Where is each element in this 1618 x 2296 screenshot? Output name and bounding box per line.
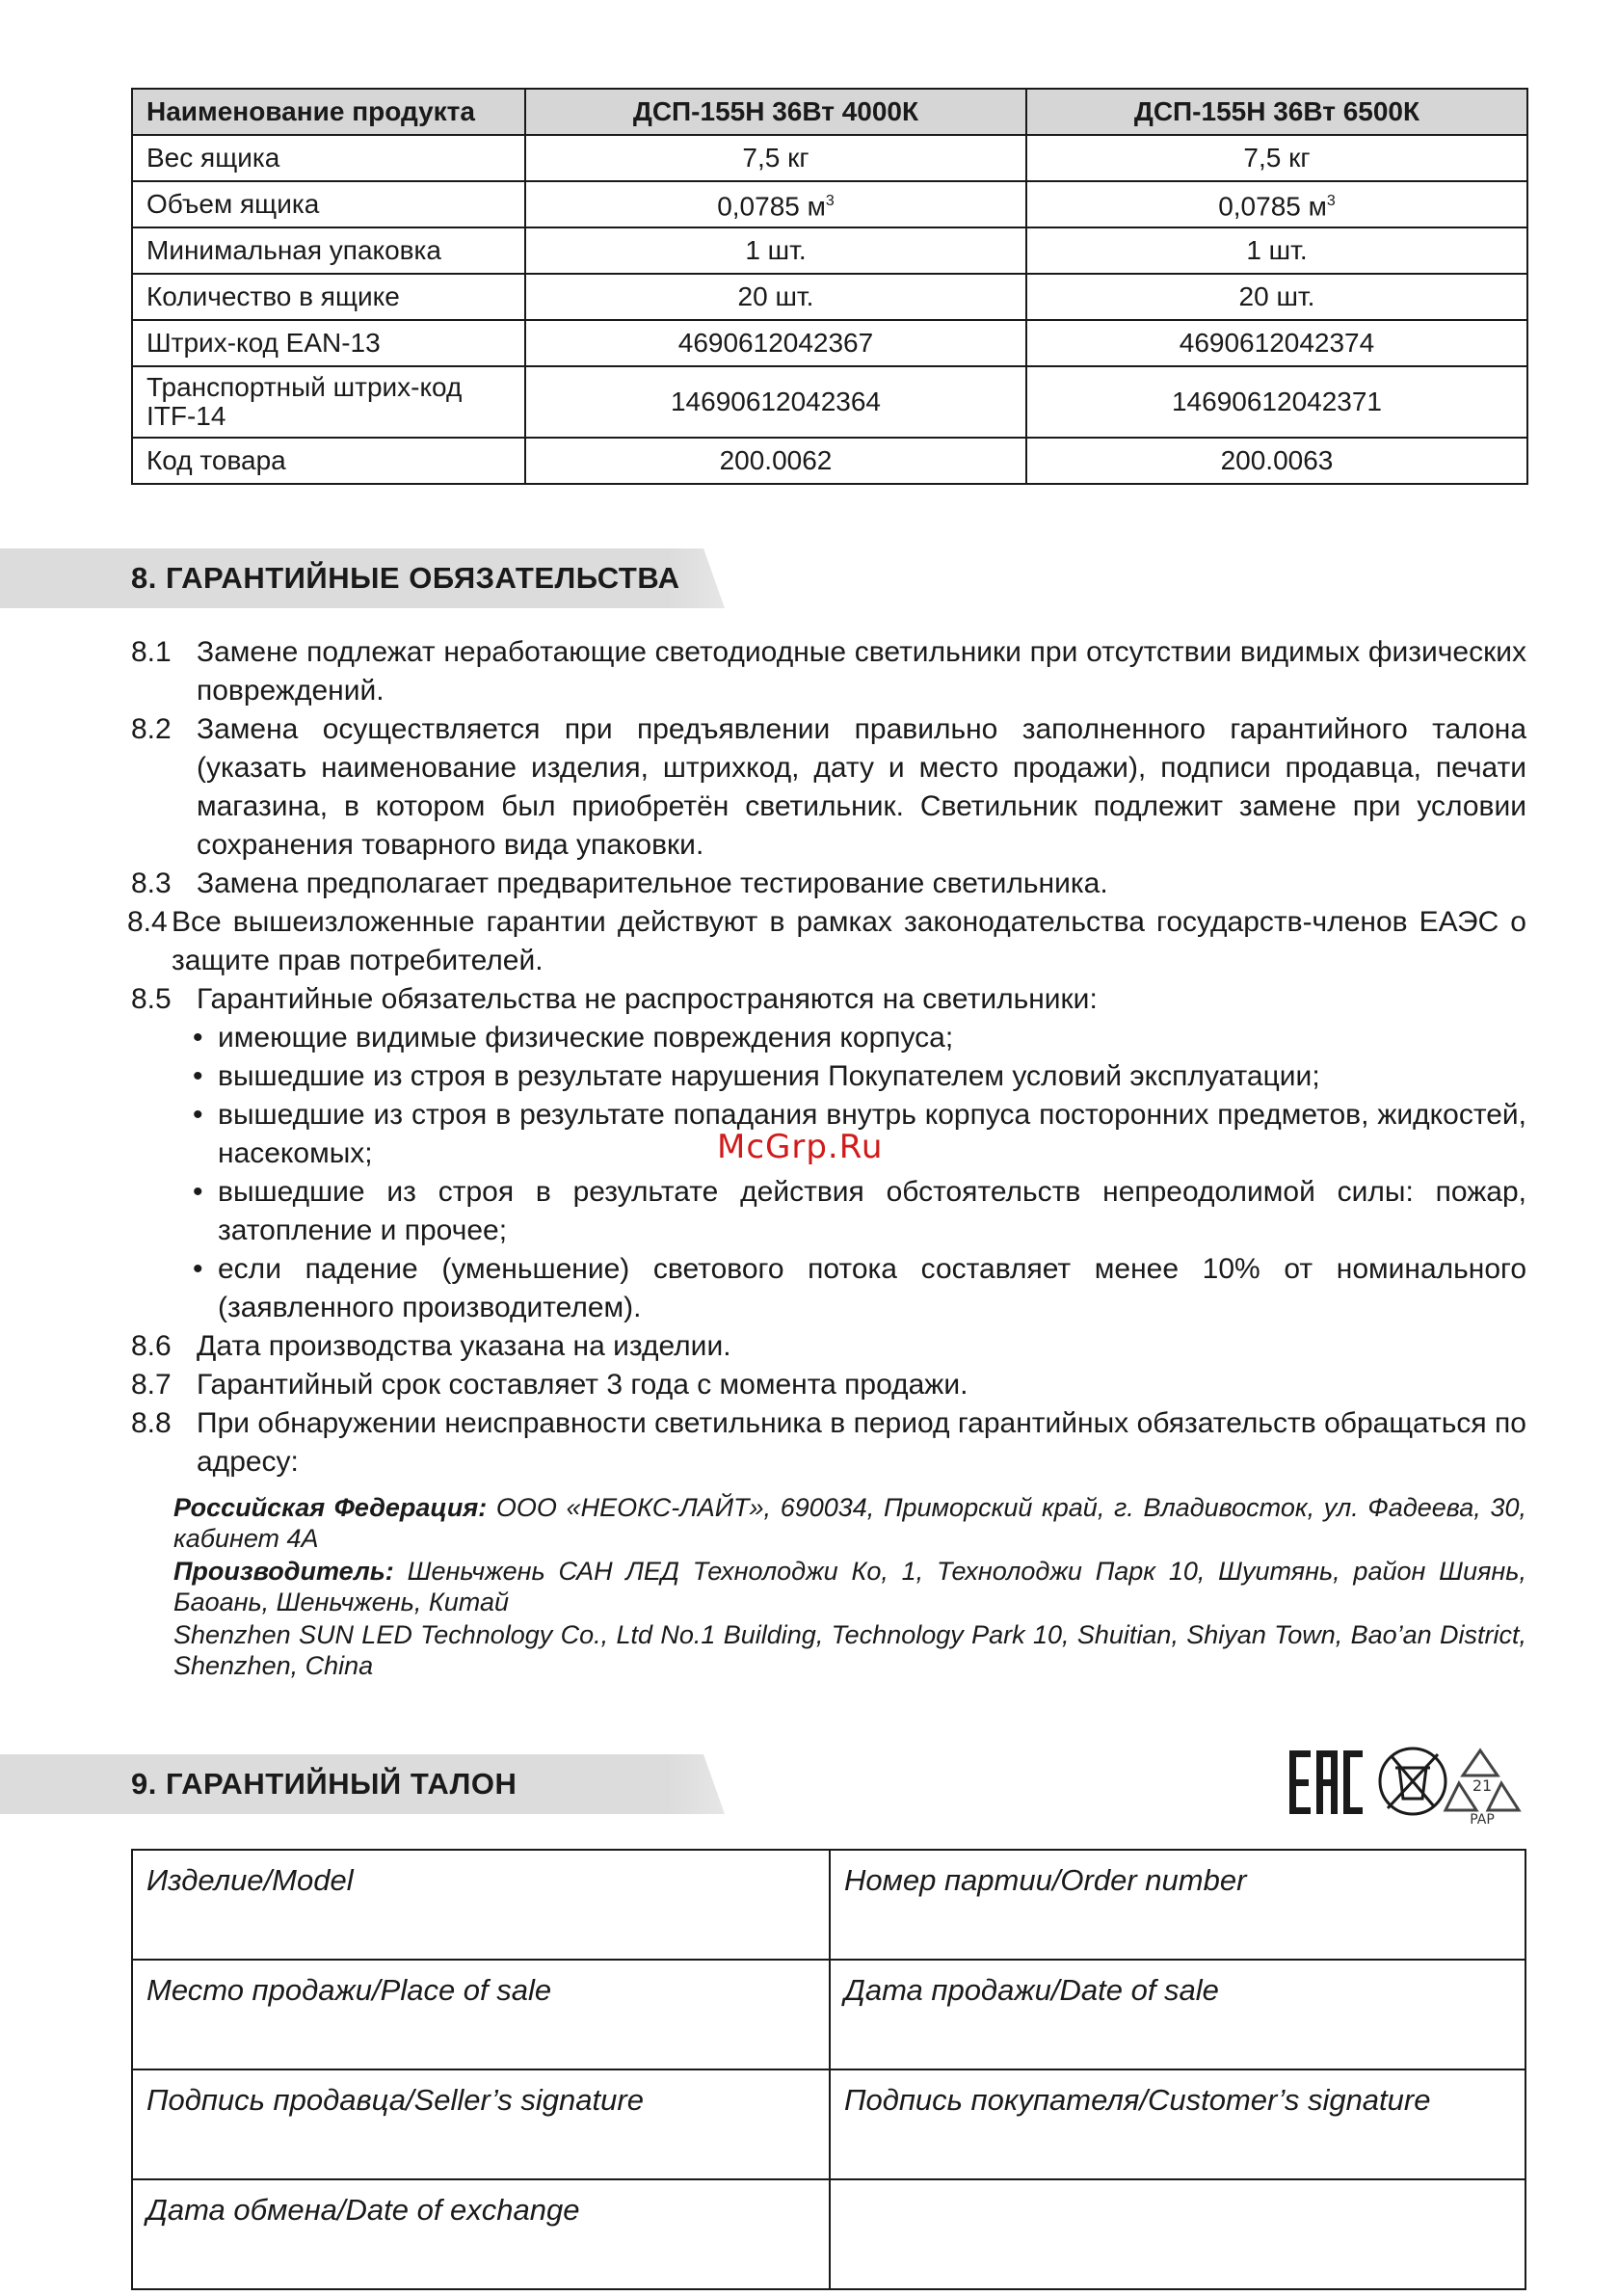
spec-header-row: [132, 89, 1527, 135]
spec-label: Транспортный штрих-код: [146, 372, 463, 402]
watermark-text: McGrp.Ru: [717, 1128, 884, 1166]
spec-value: 14690612042364: [525, 366, 1026, 438]
spec-value: 200.0063: [1026, 438, 1527, 484]
spec-row: [132, 181, 1527, 227]
spec-row: [132, 227, 1527, 274]
bullet-symbol: •: [193, 1253, 203, 1285]
bullet-item: [131, 1250, 1526, 1327]
spec-label: Код товара: [132, 438, 525, 484]
spec-value: 1 шт.: [525, 227, 1026, 274]
item-text: Гарантийные обязательства не распространяются на светильники:: [197, 983, 1098, 1015]
spec-label: ITF-14: [146, 401, 226, 431]
warranty-field: Номер партии/Order number: [830, 1850, 1525, 1960]
item-number: 8.5: [131, 983, 172, 1015]
list-item: [131, 1327, 1526, 1366]
spec-row: [132, 366, 1527, 438]
product-spec-table: [131, 88, 1528, 485]
warranty-field-empty: [830, 2179, 1525, 2289]
spec-value-cell: [525, 181, 1026, 227]
item-text: Дата производства указана на изделии.: [197, 1330, 731, 1362]
recycle-code: PAP: [1470, 1812, 1495, 1826]
item-text: Замене подлежат неработающие светодиодные светильники при отсутствии видимых физических повреждений.: [197, 636, 1526, 707]
rf-label: Российская Федерация:: [173, 1493, 488, 1522]
bullet-symbol: •: [193, 1022, 203, 1054]
spec-label: Объем ящика: [132, 181, 525, 227]
spec-header-cell: Наименование продукта: [132, 89, 525, 135]
bullet-item: [131, 1173, 1526, 1250]
item-text: При обнаружении неисправности светильника в период гарантийных обязательств обращаться по адресу:: [197, 1407, 1526, 1478]
certification-marks: [1287, 1741, 1530, 1826]
rf-address: [173, 1492, 1526, 1554]
bullet-text: вышедшие из строя в результате действия обстоятельств непреодолимой силы: пожар, затопление и прочее;: [218, 1176, 1526, 1246]
item-text: Все вышеизложенные гарантии действуют в рамках законодательства государств-членов ЕАЭС о защите прав потребителей.: [172, 906, 1526, 976]
warranty-field: Место продажи/Place of sale: [132, 1960, 830, 2069]
item-text: Замена осуществляется при предъявлении правильно заполненного гарантийного талона (указать наименование изделия, штрихкод, дату и место продажи), подписи продавца, печати магазина, в котором был приобретён светильник. Светильник подлежит замене при условии сохранения товарного вида упаковки.: [197, 713, 1526, 861]
bullet-symbol: •: [193, 1060, 203, 1092]
maker-text: Шеньчжень САН ЛЕД Технолоджи Ко, 1, Технолоджи Парк 10, Шуитянь, район Шиянь, Баоань, Шеньчжень, Китай: [173, 1557, 1526, 1616]
bullet-symbol: •: [193, 1099, 203, 1131]
list-item: [131, 1366, 1526, 1404]
spec-label: Штрих-код EAN-13: [132, 320, 525, 366]
spec-row: [132, 320, 1527, 366]
spec-row: [132, 438, 1527, 484]
spec-value: 0,0785 м: [717, 191, 826, 222]
spec-row: [132, 135, 1527, 181]
spec-label: Минимальная упаковка: [132, 227, 525, 274]
warranty-row: [132, 1960, 1525, 2069]
bullet-item: [131, 1057, 1526, 1096]
spec-value: 1 шт.: [1026, 227, 1527, 274]
item-number: 8.1: [131, 636, 172, 668]
section-9-title: 9. ГАРАНТИЙНЫЙ ТАЛОН: [131, 1767, 517, 1801]
spec-value: 4690612042374: [1026, 320, 1527, 366]
spec-header-cell: ДСП-155Н 36Вт 6500К: [1026, 89, 1527, 135]
warranty-field: Изделие/Model: [132, 1850, 830, 1960]
rf-text: ООО «НЕОКС-ЛАЙТ», 690034, Приморский край, г. Владивосток, ул. Фадеева, 30, кабинет 4А: [173, 1493, 1526, 1553]
warranty-field: Дата обмена/Date of exchange: [132, 2179, 830, 2289]
list-item: [131, 1404, 1526, 1482]
spec-value: 7,5 кг: [525, 135, 1026, 181]
unit-superscript: 3: [825, 193, 835, 210]
maker-address-en: Shenzhen SUN LED Technology Co., Ltd No.1 Building, Technology Park 10, Shuitian, Shiyan Town, Bao’an District, Shenzhen, China: [173, 1620, 1526, 1680]
warranty-terms: [127, 633, 1526, 1482]
bullet-text: если падение (уменьшение) светового потока составляет менее 10% от номинального (заявленного производителем).: [218, 1253, 1526, 1323]
warranty-field: Подпись продавца/Seller’s signature: [132, 2069, 830, 2179]
list-item: [131, 980, 1526, 1019]
warranty-field: Дата продажи/Date of sale: [830, 1960, 1525, 2069]
bullet-text: вышедшие из строя в результате попадания внутрь корпуса посторонних предметов, жидкостей, насекомых;: [218, 1099, 1526, 1169]
spec-label: Вес ящика: [132, 135, 525, 181]
recycle-number: 21: [1472, 1776, 1493, 1795]
list-item: [131, 633, 1526, 710]
item-number: 8.7: [131, 1369, 172, 1401]
marks-svg: [1287, 1741, 1530, 1826]
item-number: 8.3: [131, 868, 172, 899]
item-number: 8.8: [131, 1407, 172, 1439]
item-text: Замена предполагает предварительное тестирование светильника.: [197, 868, 1108, 899]
list-item: [131, 710, 1526, 865]
list-item: [131, 865, 1526, 903]
maker-label: Производитель:: [173, 1557, 394, 1586]
warranty-card-table: [131, 1849, 1526, 2290]
item-number: 8.2: [131, 713, 172, 745]
spec-value: 20 шт.: [525, 274, 1026, 320]
spec-label-cell: [132, 366, 525, 438]
bullet-item: [131, 1019, 1526, 1057]
item-number: 8.6: [131, 1330, 172, 1362]
spec-value: 7,5 кг: [1026, 135, 1527, 181]
item-text: Гарантийный срок составляет 3 года с момента продажи.: [197, 1369, 968, 1401]
warranty-row: [132, 1850, 1525, 1960]
bullet-text: вышедшие из строя в результате нарушения Покупателем условий эксплуатации;: [218, 1060, 1320, 1092]
spec-value-cell: [1026, 181, 1527, 227]
eac-mark-icon: [1289, 1750, 1363, 1814]
spec-row: [132, 274, 1527, 320]
list-item: [127, 903, 1526, 980]
unit-superscript: 3: [1326, 193, 1336, 210]
section-8-title: 8. ГАРАНТИЙНЫЕ ОБЯЗАТЕЛЬСТВА: [131, 561, 680, 595]
spec-header-cell: ДСП-155Н 36Вт 4000К: [525, 89, 1026, 135]
spec-label: Количество в ящике: [132, 274, 525, 320]
spec-value: 200.0062: [525, 438, 1026, 484]
item-number: 8.4: [127, 906, 168, 938]
spec-value: 20 шт.: [1026, 274, 1527, 320]
no-household-waste-icon: [1380, 1749, 1446, 1814]
spec-value: 0,0785 м: [1218, 191, 1327, 222]
warranty-field: Подпись покупателя/Customer’s signature: [830, 2069, 1525, 2179]
maker-address: [173, 1556, 1526, 1617]
spec-value: 14690612042371: [1026, 366, 1527, 438]
contact-addresses: [173, 1492, 1526, 1683]
warranty-row: [132, 2179, 1525, 2289]
bullet-symbol: •: [193, 1176, 203, 1208]
warranty-row: [132, 2069, 1525, 2179]
spec-value: 4690612042367: [525, 320, 1026, 366]
bullet-text: имеющие видимые физические повреждения корпуса;: [218, 1022, 954, 1054]
